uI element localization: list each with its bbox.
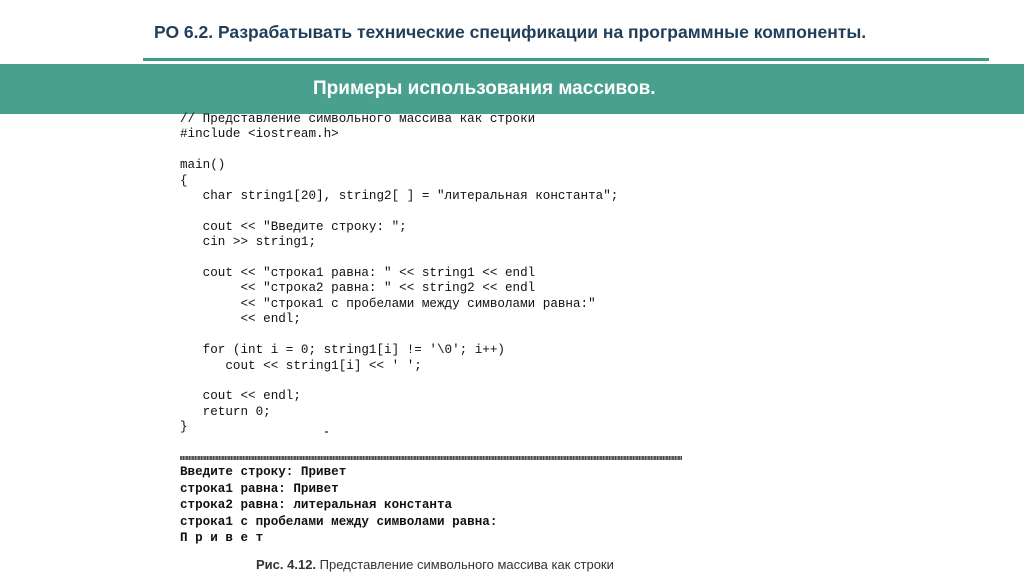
banner-title: Примеры использования массивов.	[313, 78, 656, 99]
figure-caption-text: Представление символьного массива как строки	[319, 557, 614, 572]
page-title: РО 6.2. Разрабатывать технические спецификации на программные компоненты.	[154, 22, 867, 42]
title-underline	[143, 58, 989, 61]
program-output: Введите строку: Привет строка1 равна: Привет строка2 равна: литеральная константа строка1 с пробелами между символами равна: П р и в е т	[180, 465, 498, 545]
figure-caption-label: Рис. 4.12.	[256, 557, 317, 572]
figure-caption	[256, 557, 614, 572]
scan-artifact-dot	[325, 431, 328, 433]
section-banner	[0, 64, 1024, 114]
output-separator	[180, 456, 682, 460]
code-listing: // Представление символьного массива как строки #include <iostream.h> main() { char string1[20], string2[ ] = "литеральная константа"; cout << "Введите строку: "; cin >> string1; cout << "строка1 равна: " << string1 << endl << "строка2 равна: " << string2 << endl << "строка1 с пробелами между символами равна:" << endl; for (int i = 0; string1[i] != '\0'; i++) cout << string1[i] << ' '; cout << endl; return 0; }	[180, 112, 619, 435]
